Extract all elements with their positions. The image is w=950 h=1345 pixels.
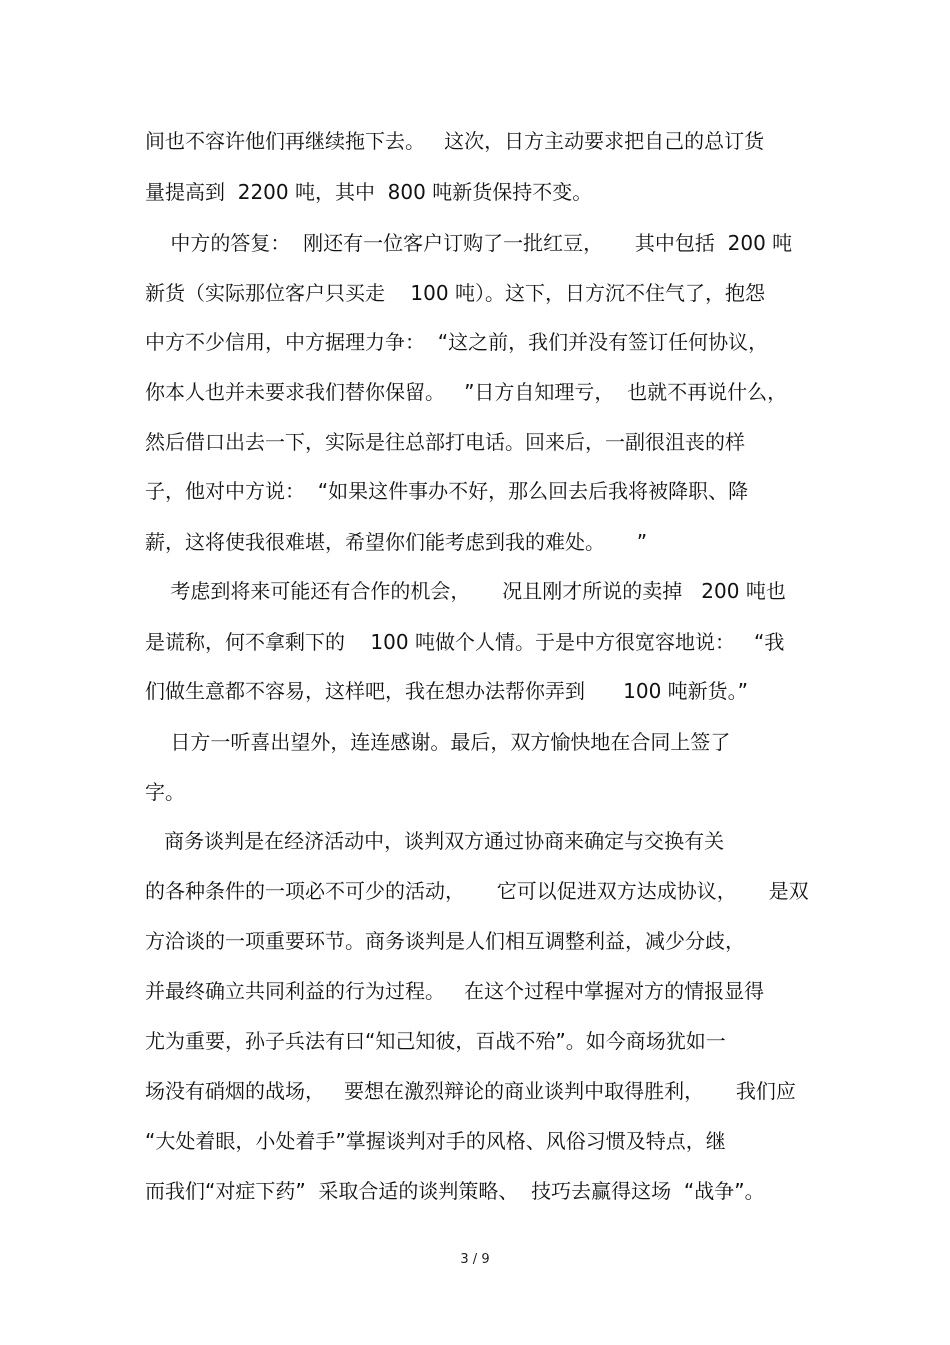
text-line: 中方的答复： 刚还有一位客户订购了一批红豆， 其中包括 200 吨 [145,231,793,255]
text-line: 场没有硝烟的战场， 要想在激烈辩论的商业谈判中取得胜利， 我们应 [145,1079,796,1103]
text-line: 薪，这将使我很难堪，希望你们能考虑到我的难处。 ” [145,530,648,554]
text-line: 字。 [145,780,185,804]
text-line: 你本人也并未要求我们替你保留。 ”日方自知理亏， 也就不再说什么， [145,380,788,404]
text-line: 商务谈判是在经济活动中，谈判双方通过协商来确定与交换有关 [145,829,725,853]
text-line: 量提高到 2200 吨，其中 800 吨新货保持不变。 [145,180,593,204]
text-line: “大处着眼，小处着手”掌握谈判对手的风格、风俗习惯及特点，继 [145,1129,726,1153]
text-line: 新货（实际那位客户只买走 100 吨）。这下，日方沉不住气了，抱怨 [145,281,765,305]
text-line: 子，他对中方说： “如果这件事办不好，那么回去后我将被降职、降 [145,479,749,503]
page-number: 3 / 9 [460,1252,490,1267]
text-line: 然后借口出去一下，实际是往总部打电话。回来后，一副很沮丧的样 [145,430,745,454]
text-line: 而我们“对症下药” 采取合适的谈判策略、 技巧去赢得这场 “战争”。 [145,1179,765,1203]
text-line: 并最终确立共同利益的行为过程。 在这个过程中掌握对方的情报显得 [145,979,765,1003]
text-line: 方洽谈的一项重要环节。商务谈判是人们相互调整利益，减少分歧， [145,929,745,953]
text-line: 是谎称，何不拿剩下的 100 吨做个人情。于是中方很宽容地说： “我 [145,630,785,654]
text-line: 们做生意都不容易，这样吧，我在想办法帮你弄到 100 吨新货。” [145,679,749,703]
text-line: 的各种条件的一项必不可少的活动， 它可以促进双方达成协议， 是双 [145,879,809,903]
text-line: 日方一听喜出望外，连连感谢。最后，双方愉快地在合同上签了 [145,730,731,754]
text-line: 考虑到将来可能还有合作的机会， 况且刚才所说的卖掉 200 吨也 [145,579,786,603]
text-line: 间也不容许他们再继续拖下去。 这次，日方主动要求把自己的总订货 [145,129,765,153]
text-line: 中方不少信用，中方据理力争： “这之前，我们并没有签订任何协议， [145,330,769,354]
text-line: 尤为重要，孙子兵法有曰“知己知彼，百战不殆”。如今商场犹如一 [145,1029,726,1053]
